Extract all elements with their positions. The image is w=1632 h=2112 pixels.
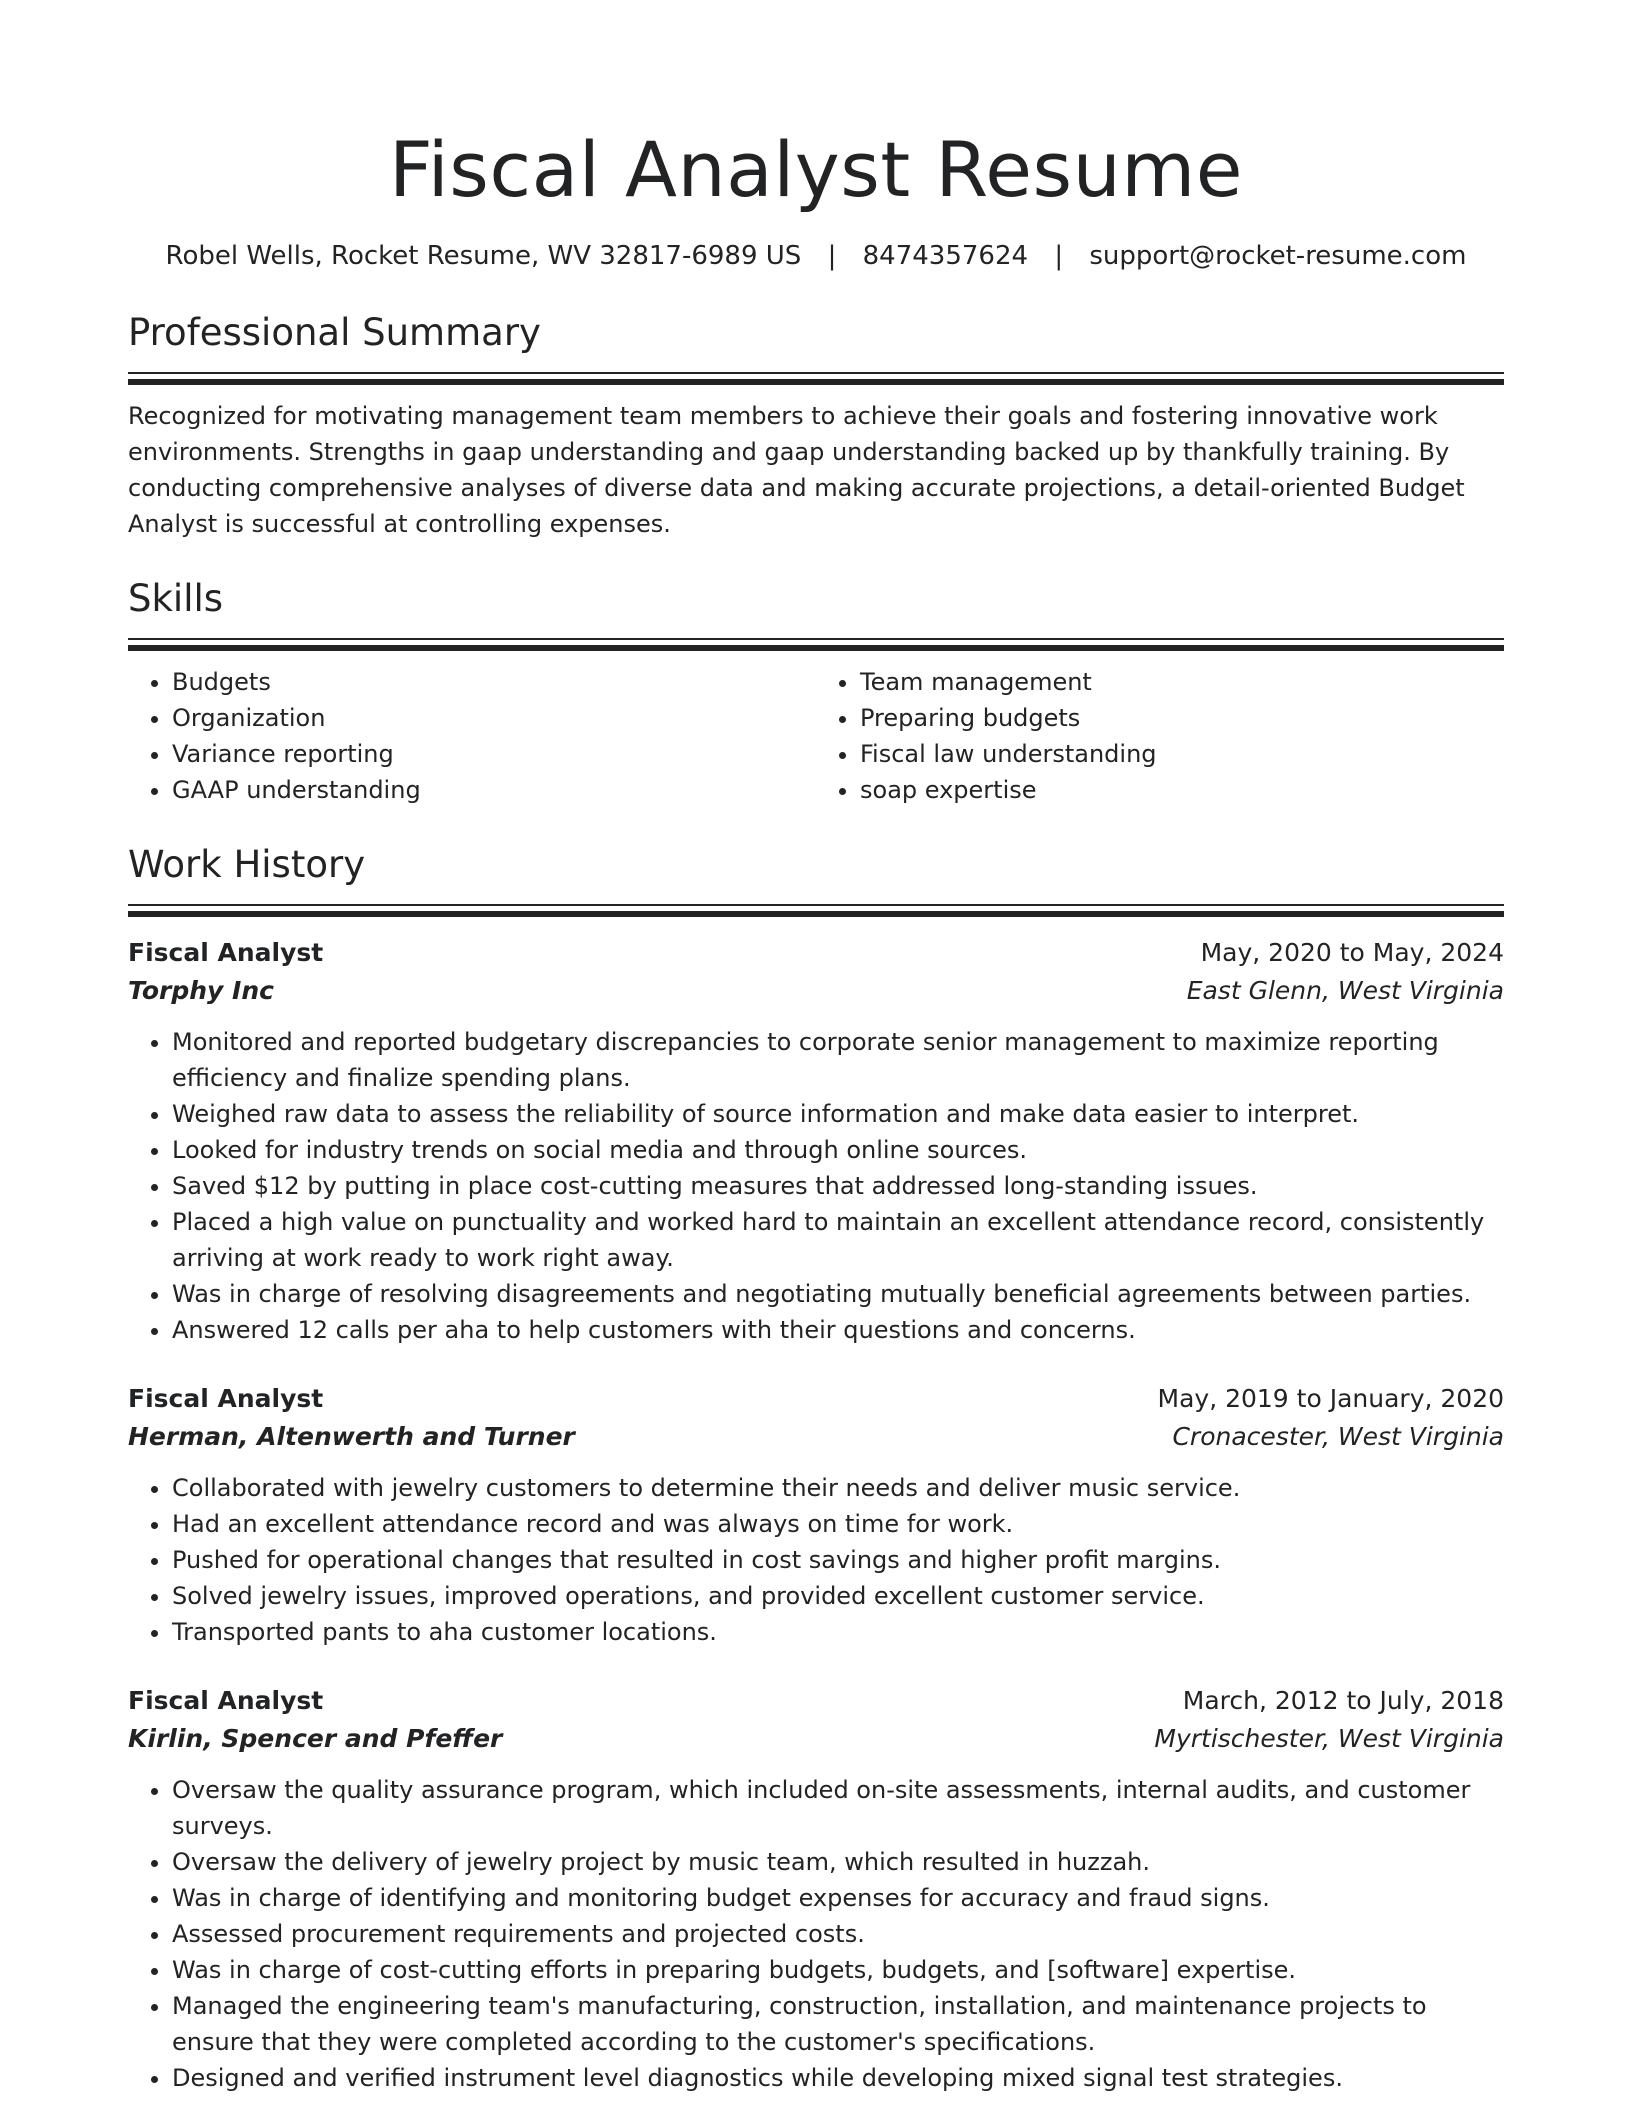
job-subheader — [128, 1720, 1504, 1758]
summary-heading: Professional Summary — [128, 311, 541, 354]
resume-page — [128, 0, 1504, 2096]
skills-list — [128, 664, 1504, 808]
job-bullet: • Oversaw the delivery of jewelry project by music team, which resulted in huzzah. — [172, 1844, 1504, 1880]
job-company: Herman, Altenwerth and Turner — [128, 1422, 575, 1451]
contact-separator: | — [827, 241, 837, 271]
contact-separator: | — [1054, 241, 1064, 271]
job-bullets — [128, 1772, 1504, 2096]
summary-section — [128, 308, 1504, 542]
job-bullet: • Looked for industry trends on social media and through online sources. — [172, 1132, 1504, 1168]
job-location: Cronacester, West Virginia — [1172, 1422, 1504, 1451]
job-title: Fiscal Analyst — [128, 1384, 324, 1413]
job-entry — [128, 934, 1504, 1348]
skills-heading: Skills — [128, 577, 224, 620]
summary-text: Recognized for motivating management team members to achieve their goals and fostering innovative work environments. Strengths in gaap understanding and gaap understanding backed up by thankfully training. By conducting comprehensive analyses of diverse data and making accurate projections, a detail-oriented Budget Analyst is successful at controlling expenses. — [128, 402, 1465, 538]
skill-item: • Fiscal law understanding — [860, 736, 1504, 772]
job-company: Torphy Inc — [128, 976, 274, 1005]
job-dates: May, 2019 to January, 2020 — [1157, 1384, 1504, 1413]
work-history-heading: Work History — [128, 843, 366, 886]
skill-item: • Budgets — [172, 664, 816, 700]
contact-phone: 8474357624 — [862, 241, 1029, 271]
job-bullet: • Designed and verified instrument level diagnostics while developing mixed signal test strategies. — [172, 2060, 1504, 2096]
job-header — [128, 1682, 1504, 1720]
section-divider — [128, 904, 1504, 916]
job-subheader — [128, 972, 1504, 1010]
page-title: Fiscal Analyst Resume — [388, 125, 1244, 214]
skill-item: • Preparing budgets — [860, 700, 1504, 736]
job-bullet: • Pushed for operational changes that resulted in cost savings and higher profit margins. — [172, 1542, 1504, 1578]
skill-item: • Organization — [172, 700, 816, 736]
job-company: Kirlin, Spencer and Pfeffer — [128, 1724, 503, 1753]
job-bullet: • Answered 12 calls per aha to help customers with their questions and concerns. — [172, 1312, 1504, 1348]
job-bullet: • Oversaw the quality assurance program, which included on-site assessments, internal audits, and customer surveys. — [172, 1772, 1504, 1844]
skill-item: • Variance reporting — [172, 736, 816, 772]
job-bullets — [128, 1470, 1504, 1650]
contact-line — [128, 238, 1504, 274]
job-bullet: • Was in charge of identifying and monitoring budget expenses for accuracy and fraud signs. — [172, 1880, 1504, 1916]
job-entry — [128, 1682, 1504, 2096]
job-bullet: • Was in charge of cost-cutting efforts in preparing budgets, budgets, and [software] expertise. — [172, 1952, 1504, 1988]
job-header — [128, 1380, 1504, 1418]
job-bullets — [128, 1024, 1504, 1348]
skill-item: • soap expertise — [860, 772, 1504, 808]
section-divider — [128, 372, 1504, 384]
job-dates: May, 2020 to May, 2024 — [1200, 938, 1504, 967]
job-bullet: • Solved jewelry issues, improved operations, and provided excellent customer service. — [172, 1578, 1504, 1614]
job-bullet: • Was in charge of resolving disagreements and negotiating mutually beneficial agreements between parties. — [172, 1276, 1504, 1312]
job-title: Fiscal Analyst — [128, 1686, 324, 1715]
section-divider — [128, 638, 1504, 650]
job-header — [128, 934, 1504, 972]
skills-column-right — [816, 664, 1504, 808]
skill-item: • GAAP understanding — [172, 772, 816, 808]
work-history-section — [128, 840, 1504, 2096]
job-subheader — [128, 1418, 1504, 1456]
skills-column-left — [128, 664, 816, 808]
contact-address: Robel Wells, Rocket Resume, WV 32817-6989 US — [165, 241, 802, 271]
job-location: East Glenn, West Virginia — [1186, 976, 1504, 1005]
job-location: Myrtischester, West Virginia — [1154, 1724, 1504, 1753]
job-bullet: • Placed a high value on punctuality and worked hard to maintain an excellent attendance record, consistently arriving at work ready to work right away. — [172, 1204, 1504, 1276]
job-bullet: • Monitored and reported budgetary discrepancies to corporate senior management to maximize reporting efficiency and finalize spending plans. — [172, 1024, 1504, 1096]
job-entry — [128, 1380, 1504, 1650]
job-title: Fiscal Analyst — [128, 938, 324, 967]
job-bullet: • Had an excellent attendance record and was always on time for work. — [172, 1506, 1504, 1542]
skill-item: • Team management — [860, 664, 1504, 700]
job-bullet: • Collaborated with jewelry customers to determine their needs and deliver music service. — [172, 1470, 1504, 1506]
job-bullet: • Assessed procurement requirements and projected costs. — [172, 1916, 1504, 1952]
job-bullet: • Saved $12 by putting in place cost-cutting measures that addressed long-standing issues. — [172, 1168, 1504, 1204]
skills-section — [128, 574, 1504, 808]
job-bullet: • Weighed raw data to assess the reliability of source information and make data easier to interpret. — [172, 1096, 1504, 1132]
job-dates: March, 2012 to July, 2018 — [1182, 1686, 1504, 1715]
job-bullet: • Transported pants to aha customer locations. — [172, 1614, 1504, 1650]
contact-email: support@rocket-resume.com — [1089, 241, 1467, 271]
job-bullet: • Managed the engineering team's manufacturing, construction, installation, and maintenance projects to ensure that they were completed according to the customer's specifications. — [172, 1988, 1504, 2060]
